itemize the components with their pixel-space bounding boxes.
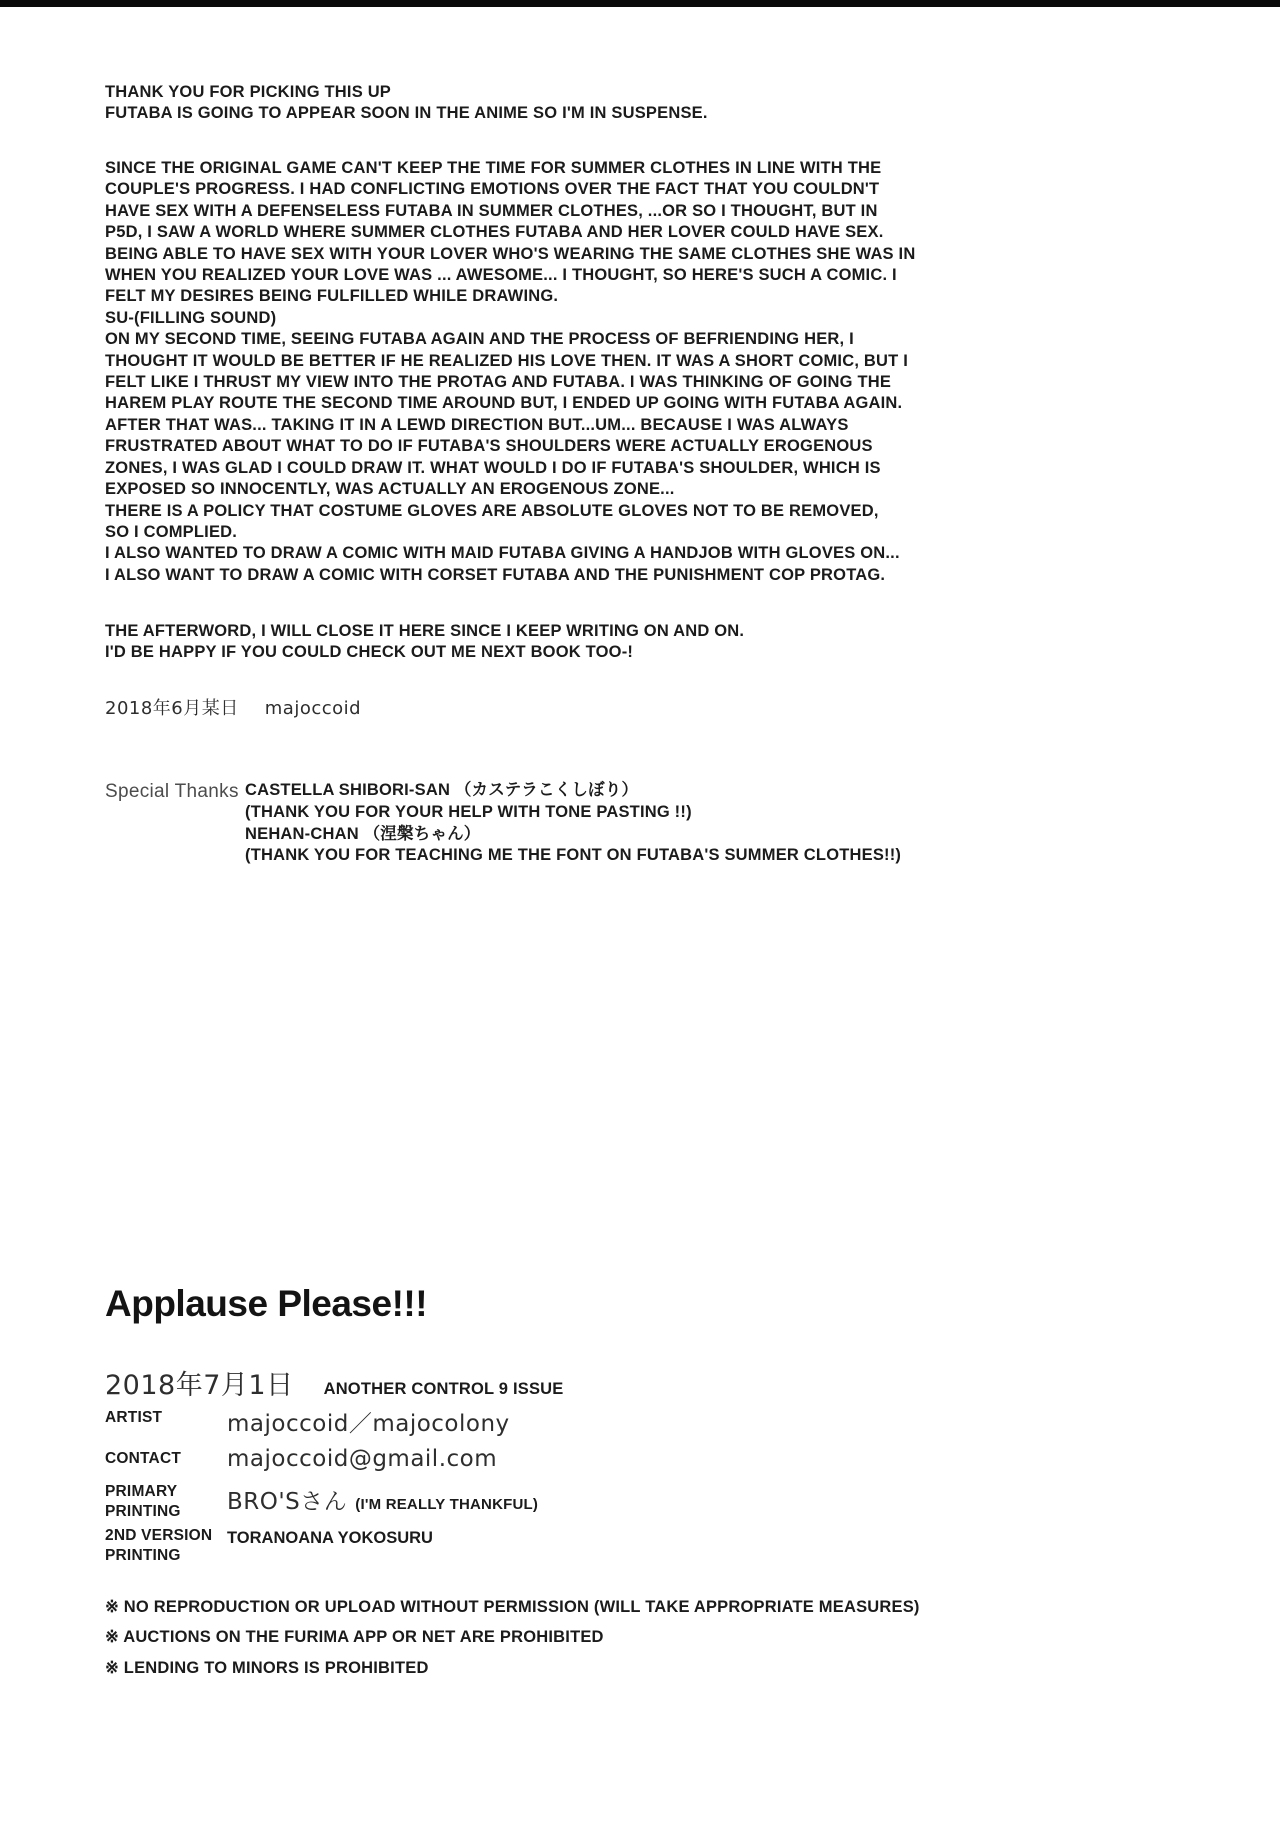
text-line: ※ AUCTIONS ON THE FURIMA APP OR NET ARE PROHIBITED <box>105 1628 604 1647</box>
primary-printer-note: (I'M REALLY THANKFUL) <box>355 1496 539 1513</box>
special-thanks-label: Special Thanks <box>105 781 239 802</box>
text-line: THE AFTERWORD, I WILL CLOSE IT HERE SINCE I KEEP WRITING ON AND ON. <box>105 622 745 640</box>
text-line: CASTELLA SHIBORI-SAN （カステラこくしぼり） <box>245 781 639 799</box>
text-line: PRIMARY <box>105 1483 178 1500</box>
text-line: PRINTING <box>105 1547 181 1564</box>
text-line: (THANK YOU FOR TEACHING ME THE FONT ON FUTABA'S SUMMER CLOTHES!!) <box>245 846 902 865</box>
text-line: FELT LIKE I THRUST MY VIEW INTO THE PROTAG AND FUTABA. I WAS THINKING OF GOING THE <box>105 373 892 392</box>
credit-label-primary-printing <box>105 1482 181 1522</box>
text-line: THOUGHT IT WOULD BE BETTER IF HE REALIZED HIS LOVE THEN. IT WAS A SHORT COMIC, BUT I <box>105 351 908 370</box>
scan-edge-artifact <box>0 0 1280 7</box>
credit-value-primary-printing <box>227 1483 538 1516</box>
text-line: I ALSO WANTED TO DRAW A COMIC WITH MAID FUTABA GIVING A HANDJOB WITH GLOVES ON... <box>105 544 900 563</box>
text-line: EXPOSED SO INNOCENTLY, WAS ACTUALLY AN EROGENOUS ZONE... <box>105 480 675 499</box>
text-line: P5D, I SAW A WORLD WHERE SUMMER CLOTHES FUTABA AND HER LOVER COULD HAVE SEX. <box>105 223 884 242</box>
afterword-body-paragraph <box>105 158 915 586</box>
credit-label-contact <box>105 1449 181 1469</box>
text-line: BEING ABLE TO HAVE SEX WITH YOUR LOVER WHO'S WEARING THE SAME CLOTHES SHE WAS IN <box>105 244 916 263</box>
colophon-issue: ANOTHER CONTROL 9 ISSUE <box>323 1380 564 1398</box>
text-line: I ALSO WANT TO DRAW A COMIC WITH CORSET FUTABA AND THE PUNISHMENT COP PROTAG. <box>105 565 886 584</box>
text-line: ZONES, I WAS GLAD I COULD DRAW IT. WHAT WOULD I DO IF FUTABA'S SHOULDER, WHICH IS <box>105 458 881 477</box>
special-thanks-lines <box>245 780 901 867</box>
text-line: ※ LENDING TO MINORS IS PROHIBITED <box>105 1658 429 1677</box>
text-line: WHEN YOU REALIZED YOUR LOVE WAS ... AWESOME... I THOUGHT, SO HERE'S SUCH A COMIC. I <box>105 266 897 285</box>
colophon-title: Applause Please!!! <box>105 1283 428 1324</box>
text-line: ※ NO REPRODUCTION OR UPLOAD WITHOUT PERMISSION (WILL TAKE APPROPRIATE MEASURES) <box>105 1598 920 1616</box>
signature-date: 2018年6月某日 <box>105 698 239 719</box>
text-line: AFTER THAT WAS... TAKING IT IN A LEWD DIRECTION BUT...UM... BECAUSE I WAS ALWAYS <box>105 415 849 434</box>
text-line: FUTABA IS GOING TO APPEAR SOON IN THE ANIME SO I'M IN SUSPENSE. <box>105 104 708 123</box>
text-line: ON MY SECOND TIME, SEEING FUTABA AGAIN AND THE PROCESS OF BEFRIENDING HER, I <box>105 330 854 349</box>
text-line: FRUSTRATED ABOUT WHAT TO DO IF FUTABA'S SHOULDERS WERE ACTUALLY EROGENOUS <box>105 437 873 456</box>
afterword-closing-paragraph <box>105 621 744 664</box>
text-line: NEHAN-CHAN （涅槃ちゃん） <box>245 824 481 843</box>
credit-label-2nd-version-printing <box>105 1526 212 1566</box>
signature-author: majoccoid <box>264 698 362 719</box>
text-line: PRINTING <box>105 1503 181 1520</box>
credit-value-artist <box>227 1405 510 1438</box>
primary-printer-name: BRO'Sさん <box>227 1489 348 1515</box>
text-line: COUPLE'S PROGRESS. I HAD CONFLICTING EMOTIONS OVER THE FACT THAT YOU COULDN'T <box>105 180 880 199</box>
text-line: SU-(FILLING SOUND) <box>105 308 277 327</box>
text-line: SO I COMPLIED. <box>105 522 238 541</box>
credit-value-contact <box>227 1446 497 1472</box>
text-line: THANK YOU FOR PICKING THIS UP <box>105 83 392 101</box>
text-line: 2ND VERSION <box>105 1527 213 1544</box>
afterword-intro-paragraph <box>105 82 708 125</box>
text-line: THERE IS A POLICY THAT COSTUME GLOVES ARE ABSOLUTE GLOVES NOT TO BE REMOVED, <box>105 501 879 520</box>
contact-email: majoccoid@gmail.com <box>227 1446 498 1472</box>
colophon-date: 2018年7月1日 <box>105 1370 294 1401</box>
text-line: ARTIST <box>105 1409 163 1426</box>
second-version-printer-name: TORANOANA YOKOSURU <box>227 1529 433 1547</box>
text-line: SINCE THE ORIGINAL GAME CAN'T KEEP THE TIME FOR SUMMER CLOTHES IN LINE WITH THE <box>105 159 882 177</box>
notices-section <box>105 1597 920 1688</box>
text-line: I'D BE HAPPY IF YOU COULD CHECK OUT ME NEXT BOOK TOO-! <box>105 643 634 662</box>
text-line: (THANK YOU FOR YOUR HELP WITH TONE PASTING !!) <box>245 802 692 821</box>
artist-name: majoccoid／majocolony <box>227 1411 510 1437</box>
colophon-issue-line <box>105 1363 563 1402</box>
credit-label-artist <box>105 1408 162 1428</box>
text-line: HAVE SEX WITH A DEFENSELESS FUTABA IN SUMMER CLOTHES, ...OR SO I THOUGHT, BUT IN <box>105 201 878 220</box>
special-thanks-section <box>105 780 901 867</box>
signature-line <box>105 694 361 720</box>
text-line: CONTACT <box>105 1450 182 1467</box>
credit-value-2nd-version-printing <box>227 1529 433 1548</box>
text-line: FELT MY DESIRES BEING FULFILLED WHILE DRAWING. <box>105 287 559 306</box>
text-line: HAREM PLAY ROUTE THE SECOND TIME AROUND BUT, I ENDED UP GOING WITH FUTABA AGAIN. <box>105 394 903 413</box>
